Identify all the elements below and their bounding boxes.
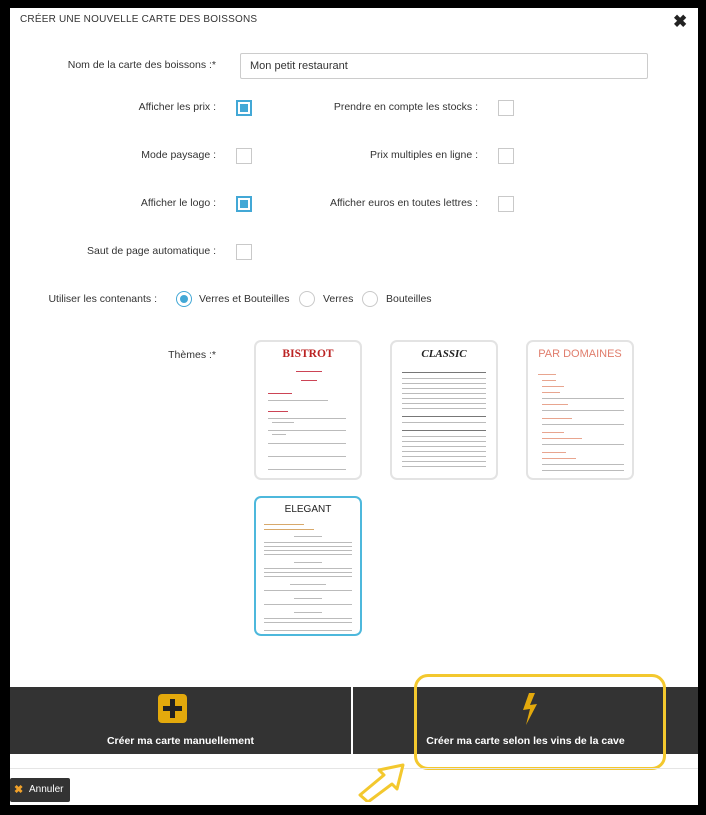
auto-page-break-label: Saut de page automatique : bbox=[86, 245, 216, 257]
use-stocks-checkbox[interactable] bbox=[498, 100, 514, 116]
footer-divider bbox=[10, 768, 698, 769]
radio-glasses-and-bottles[interactable] bbox=[176, 291, 192, 307]
theme-bistrot-title: BISTROT bbox=[282, 348, 334, 360]
plus-icon bbox=[158, 694, 187, 723]
euros-in-letters-checkbox[interactable] bbox=[498, 196, 514, 212]
theme-classic[interactable] bbox=[390, 340, 498, 480]
create-manually-label: Créer ma carte manuellement bbox=[106, 735, 255, 747]
cancel-label: Annuler bbox=[29, 784, 64, 795]
show-logo-label: Afficher le logo : bbox=[140, 197, 216, 209]
radio-bottles[interactable] bbox=[362, 291, 378, 307]
euros-in-letters-label: Afficher euros en toutes lettres : bbox=[329, 197, 478, 209]
show-logo-checkbox[interactable] bbox=[236, 196, 252, 212]
theme-elegant-title: ELEGANT bbox=[284, 504, 332, 515]
menu-name-label: Nom de la carte des boissons :* bbox=[67, 59, 216, 71]
landscape-mode-label: Mode paysage : bbox=[141, 149, 216, 161]
lightning-icon bbox=[520, 692, 540, 726]
themes-label: Thèmes :* bbox=[168, 349, 216, 361]
theme-elegant[interactable] bbox=[254, 496, 362, 636]
landscape-mode-checkbox[interactable] bbox=[236, 148, 252, 164]
use-stocks-label: Prendre en compte les stocks : bbox=[333, 101, 478, 113]
containers-label: Utiliser les contenants : bbox=[48, 293, 157, 305]
multi-prices-checkbox[interactable] bbox=[498, 148, 514, 164]
create-from-cellar-label: Créer ma carte selon les vins de la cave bbox=[426, 735, 625, 747]
show-prices-label: Afficher les prix : bbox=[138, 101, 216, 113]
create-from-cellar-button[interactable] bbox=[353, 687, 698, 754]
radio-bottles-label: Bouteilles bbox=[386, 293, 432, 305]
menu-name-input[interactable] bbox=[240, 53, 648, 79]
radio-glasses[interactable] bbox=[299, 291, 315, 307]
radio-glasses-and-bottles-label: Verres et Bouteilles bbox=[199, 293, 290, 305]
cancel-icon: ✖ bbox=[14, 784, 24, 796]
theme-par-domaines-title: PAR DOMAINES bbox=[538, 348, 622, 360]
theme-classic-title: CLASSIC bbox=[421, 348, 467, 360]
radio-glasses-label: Verres bbox=[323, 293, 354, 305]
modal-title: CRÉER UNE NOUVELLE CARTE DES BOISSONS bbox=[20, 14, 258, 25]
theme-bistrot[interactable] bbox=[254, 340, 362, 480]
close-icon[interactable]: ✖ bbox=[673, 12, 688, 31]
show-prices-checkbox[interactable] bbox=[236, 100, 252, 116]
create-manually-button[interactable] bbox=[10, 687, 351, 754]
cancel-button[interactable] bbox=[10, 778, 70, 802]
action-bar bbox=[10, 687, 698, 754]
arrow-pointer-icon bbox=[357, 760, 409, 802]
theme-par-domaines[interactable] bbox=[526, 340, 634, 480]
auto-page-break-checkbox[interactable] bbox=[236, 244, 252, 260]
create-drinks-menu-modal bbox=[10, 8, 698, 805]
multi-prices-label: Prix multiples en ligne : bbox=[370, 149, 478, 161]
